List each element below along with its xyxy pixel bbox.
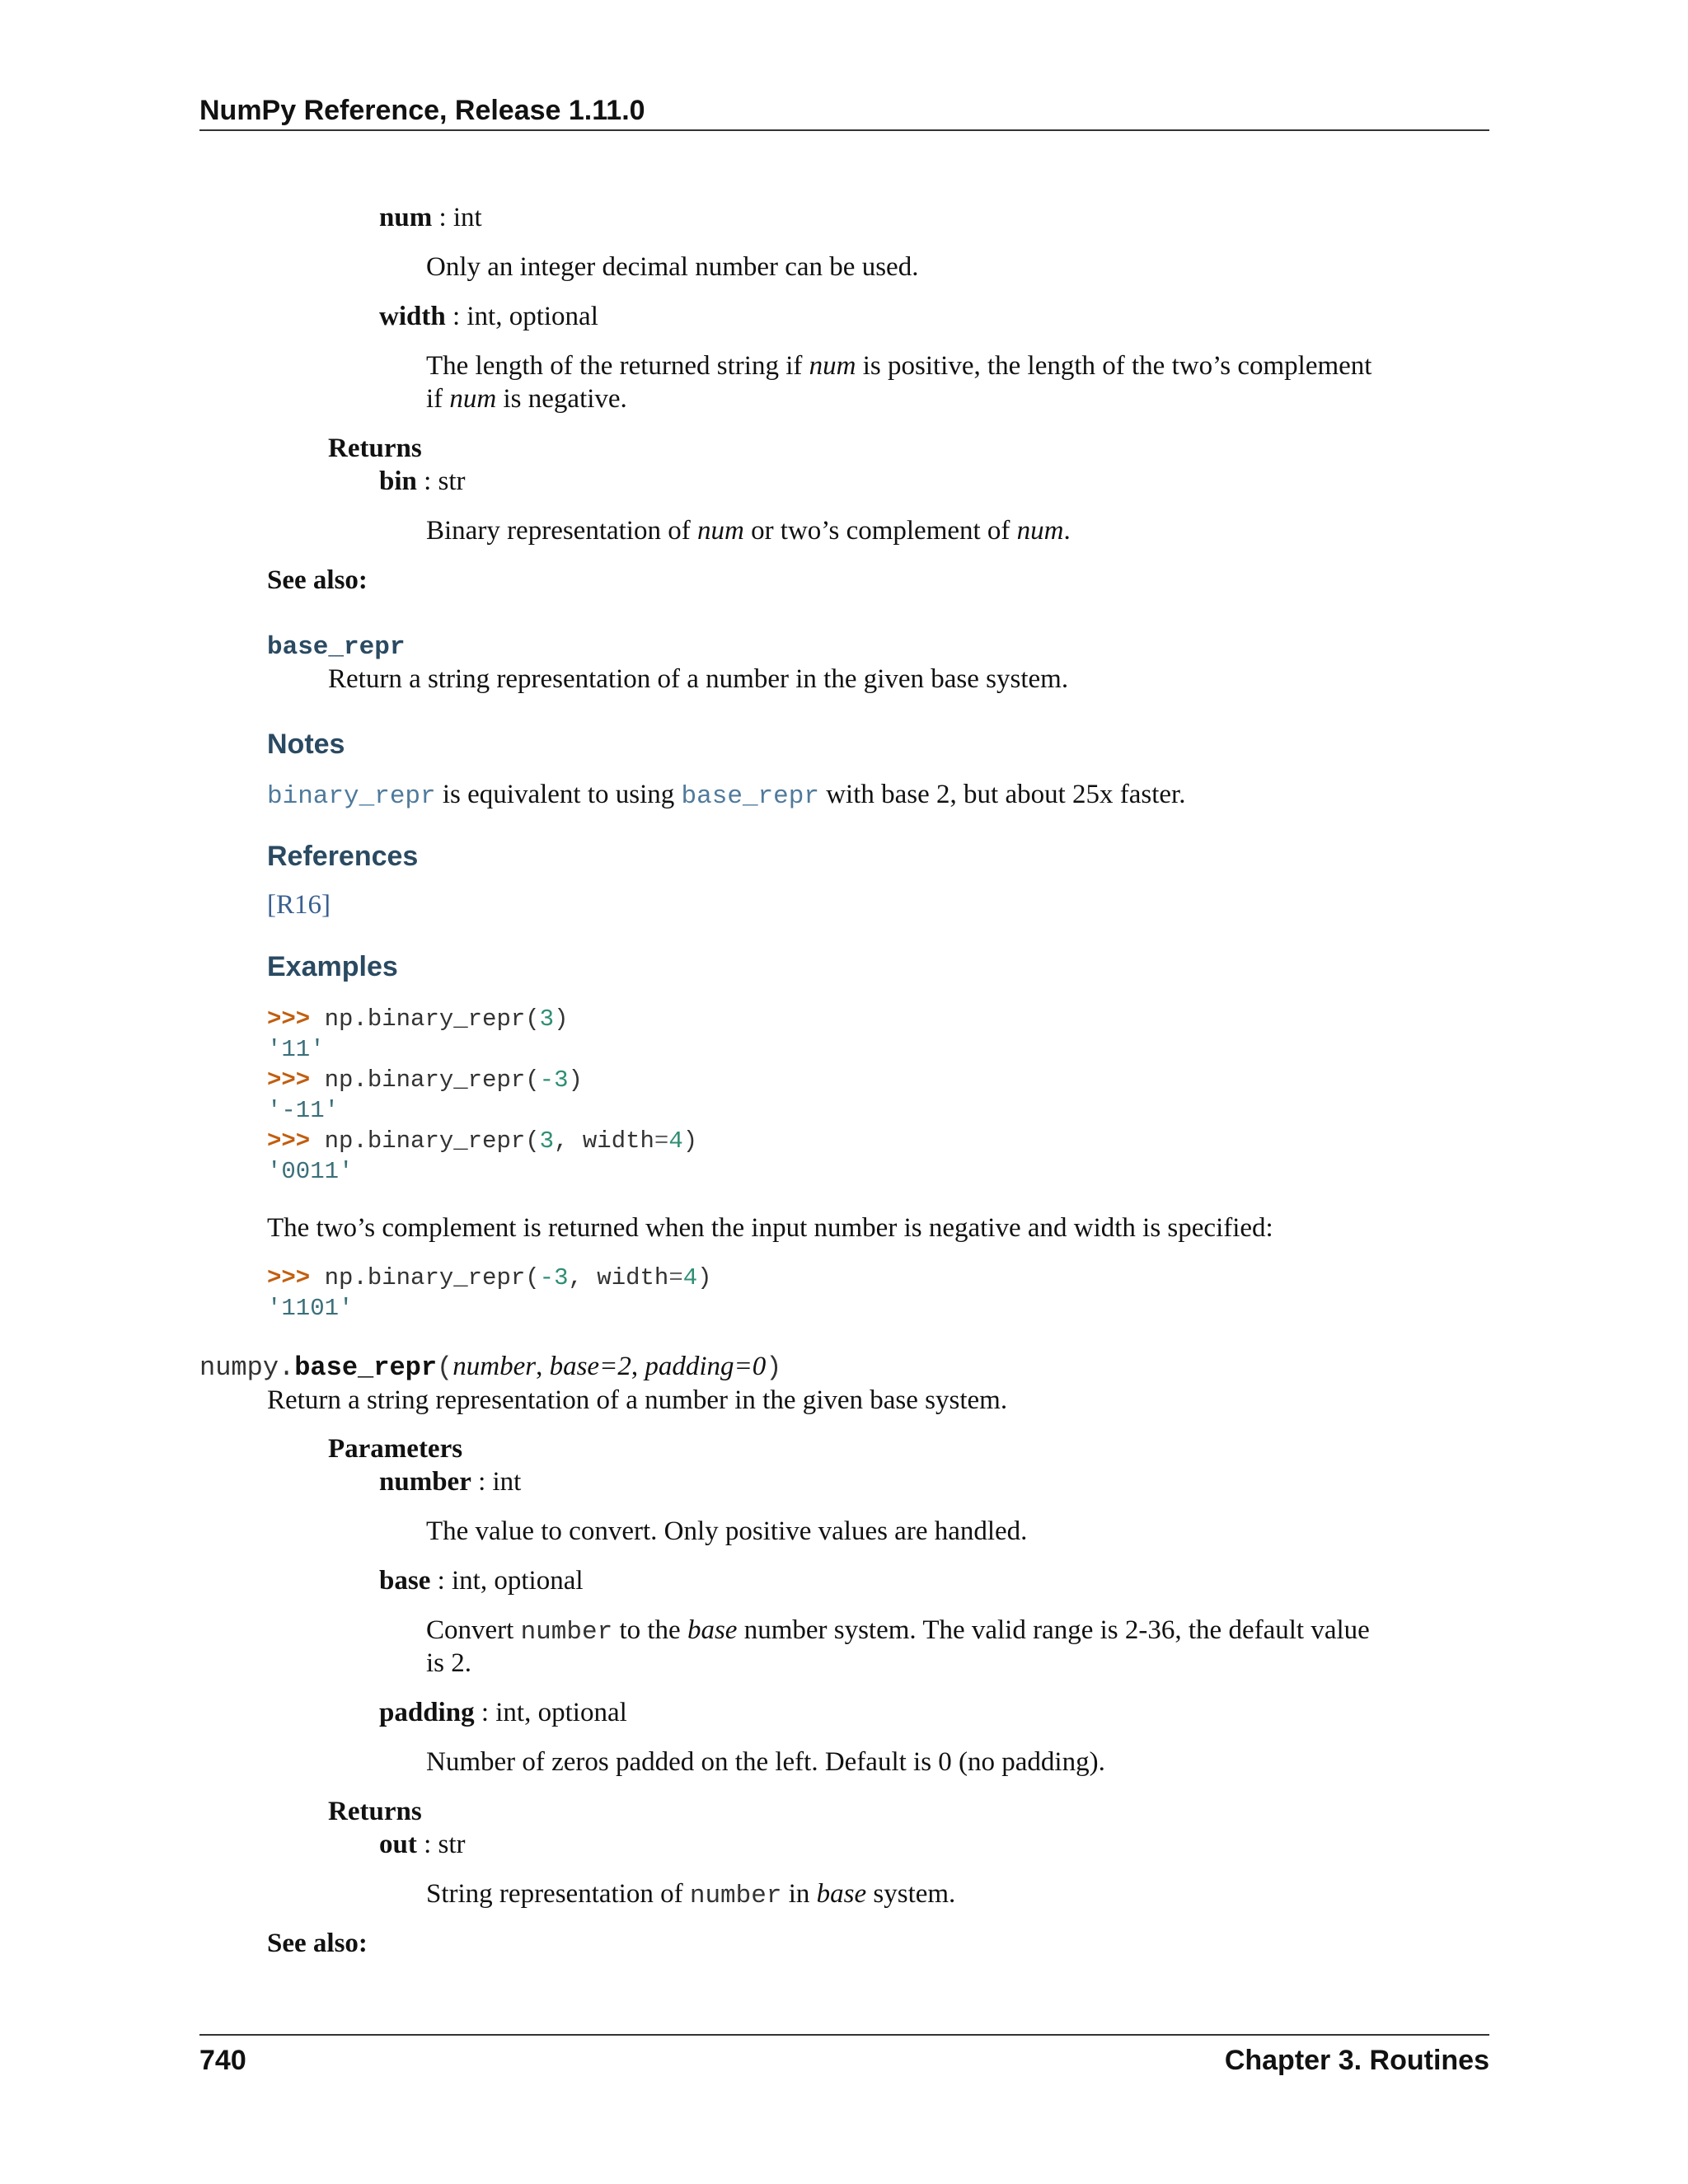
param-base: base : int, optional — [379, 1566, 584, 1596]
notes-text: binary_repr is equivalent to using base_repr with base 2, but about 25x faster. — [267, 780, 1186, 811]
page-number: 740 — [199, 2045, 246, 2076]
returns-label: Returns — [328, 434, 422, 463]
code-line: >>> np.binary_repr(-3) — [267, 1066, 583, 1094]
see-also-label: See also: — [267, 565, 368, 595]
param-width: width : int, optional — [379, 302, 598, 331]
param-num-desc: Only an integer decimal number can be used. — [426, 252, 919, 282]
param-type: int — [452, 203, 482, 232]
code-line: >>> np.binary_repr(-3, width=4) — [267, 1264, 712, 1291]
complement-code-block — [267, 1263, 712, 1324]
signature-function-name: base_repr — [294, 1352, 438, 1383]
param-padding-desc: Number of zeros padded on the left. Default is 0 (no padding). — [426, 1747, 1105, 1777]
code-output: '1101' — [267, 1295, 354, 1322]
param-base-desc-line2: is 2. — [426, 1648, 472, 1678]
xref-binary-repr[interactable]: binary_repr — [267, 782, 436, 811]
see-also-link-base-repr[interactable]: base_repr — [267, 633, 406, 662]
code-output: '-11' — [267, 1097, 340, 1124]
code-output: '11' — [267, 1036, 325, 1063]
param-width-desc-line1: The length of the returned string if num is positive, the length of the two’s complement — [426, 351, 1372, 381]
return-out-desc: String representation of number in base system. — [426, 1879, 956, 1910]
return-bin: bin : str — [379, 466, 466, 496]
footer-rule — [199, 2034, 1489, 2036]
param-name: width — [379, 302, 446, 331]
code-line: >>> np.binary_repr(3, width=4) — [267, 1127, 698, 1155]
notes-heading: Notes — [267, 729, 345, 760]
references-heading: References — [267, 841, 419, 872]
param-width-desc-line2: if num is negative. — [426, 384, 627, 414]
code-line: >>> np.binary_repr(3) — [267, 1005, 569, 1033]
return-out: out : str — [379, 1830, 466, 1859]
returns-label: Returns — [328, 1797, 422, 1826]
complement-text: The two’s complement is returned when the input number is negative and width is specified: — [267, 1213, 1273, 1243]
signature-module-prefix: numpy. — [199, 1352, 295, 1383]
examples-code-block — [267, 1004, 697, 1187]
xref-base-repr[interactable]: base_repr — [681, 782, 819, 811]
param-num: num : int — [379, 203, 482, 232]
function-signature-base-repr: numpy.base_repr(number, base=2, padding=0) — [199, 1352, 782, 1383]
param-name: num — [379, 203, 433, 232]
param-padding: padding : int, optional — [379, 1698, 627, 1727]
parameters-label: Parameters — [328, 1434, 463, 1464]
header-rule — [199, 129, 1489, 131]
examples-heading: Examples — [267, 951, 398, 982]
see-also-label: See also: — [267, 1929, 368, 1958]
see-also-desc: Return a string representation of a number in the given base system. — [328, 664, 1069, 694]
function-summary: Return a string representation of a number in the given base system. — [267, 1385, 1008, 1415]
param-number: number : int — [379, 1467, 522, 1497]
return-bin-desc: Binary representation of num or two’s complement of num. — [426, 516, 1071, 546]
reference-r16-link[interactable]: [R16] — [267, 890, 331, 920]
param-number-desc: The value to convert. Only positive values are handled. — [426, 1516, 1028, 1546]
running-header-title: NumPy Reference, Release 1.11.0 — [199, 95, 645, 126]
param-type: int, optional — [467, 302, 598, 331]
chapter-title: Chapter 3. Routines — [1224, 2045, 1489, 2076]
param-base-desc-line1: Convert number to the base number system. The valid range is 2-36, the default value — [426, 1615, 1370, 1647]
code-output: '0011' — [267, 1158, 354, 1185]
